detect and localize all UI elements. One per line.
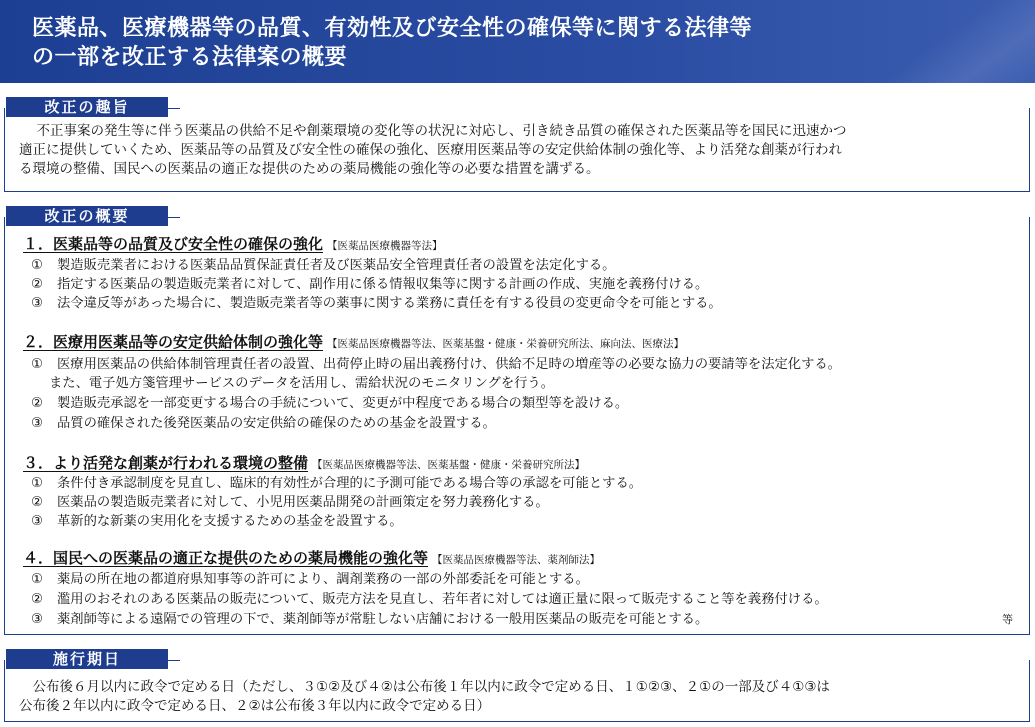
section-4-heading [23, 549, 600, 570]
section-4-item-2: ② 濫用のおそれのある医薬品の販売について、販売方法を見直し、若年者に対しては適正量に限って販売すること等を義務付ける。 [31, 592, 828, 607]
section-1-laws: 【医薬品医療機器等法】 [327, 240, 443, 252]
purpose-label: 改正の趣旨 [6, 97, 168, 117]
section-4-title: ４．国民への医薬品の適正な提供のための薬局機能の強化等 [23, 549, 429, 567]
header-banner [0, 0, 1035, 83]
section-2-item-3: ③ 品質の確保された後発医薬品の安定供給の確保のための基金を設置する。 [31, 416, 496, 431]
section-3-item-2: ② 医薬品の製造販売業者に対して、小児用医薬品開発の計画策定を努力義務化する。 [31, 495, 549, 510]
overview-box [4, 217, 1030, 635]
section-2-item-1: ① 医療用医薬品の供給体制管理責任者の設置、出荷停止時の届出義務付け、供給不足時の増産等の必要な協力の要請等を法定化する。 [31, 357, 841, 372]
page-title-line1: 医薬品、医療機器等の品質、有効性及び安全性の確保等に関する法律等 [32, 16, 753, 41]
section-2-item-2: ② 製造販売承認を一部変更する場合の手続について、変更が中程度である場合の類型等を設ける。 [31, 396, 629, 411]
purpose-line-1: 不正事案の発生等に伴う医薬品の供給不足や創薬環境の変化等の状況に対応し、引き続き品質の確保された医薬品等を国民に迅速かつ [23, 123, 847, 139]
page-title [32, 14, 852, 72]
enforcement-label: 施行期日 [6, 649, 168, 669]
section-3-item-1: ① 条件付き承認制度を見直し、臨床的有効性が合理的に予測可能である場合等の承認を可能とする。 [31, 476, 643, 491]
section-1-item-1: ① 製造販売業者における医薬品品質保証責任者及び医薬品安全管理責任者の設置を法定化する。 [31, 258, 616, 273]
purpose-line-3: る環境の整備、国民への医薬品の適正な提供のための薬局機能の強化等の必要な措置を講ずる。 [19, 161, 600, 177]
section-1-item-3: ③ 法令違反等があった場合に、製造販売業者等の薬事に関する業務に責任を有する役員の変更命令を可能とする。 [31, 296, 722, 311]
purpose-box [4, 108, 1030, 192]
section-2-item-1-continuation: また、電子処方箋管理サービスのデータを活用し、需給状況のモニタリングを行う。 [49, 376, 555, 391]
section-4-laws: 【医薬品医療機器等法、薬剤師法】 [432, 554, 601, 566]
section-1-heading [23, 235, 443, 256]
purpose-line-2: 適正に提供していくため、医薬品等の品質及び安全性の確保の強化、医療用医薬品等の安定供給体制の強化等、より活発な創薬が行われ [19, 142, 842, 158]
section-4-item-1: ① 薬局の所在地の都道府県知事等の許可により、調剤業務の一部の外部委託を可能とする。 [31, 572, 589, 587]
section-3-title: ３．より活発な創薬が行われる環境の整備 [23, 454, 309, 472]
page-title-line2: の一部を改正する法律案の概要 [32, 45, 348, 70]
section-1-item-2: ② 指定する医薬品の製造販売業者に対して、副作用に係る情報収集等に関する計画の作成、実施を義務付ける。 [31, 277, 709, 292]
section-4-item-3: ③ 薬剤師等による遠隔での管理の下で、薬剤師等が常駐しない店舗における一般用医薬品の販売を可能とする。 [31, 612, 709, 627]
enforcement-box [4, 660, 1030, 722]
enforcement-line-2: 公布後２年以内に政令で定める日、２②は公布後３年以内に政令で定める日） [19, 698, 491, 714]
section-2-title: ２．医療用医薬品等の安定供給体制の強化等 [23, 333, 324, 351]
section-3-item-3: ③ 革新的な新薬の実用化を支援するための基金を設置する。 [31, 514, 403, 529]
overview-etc-note: 等 [1002, 613, 1013, 626]
section-2-laws: 【医薬品医療機器等法、医薬基盤・健康・栄養研究所法、麻向法、医療法】 [327, 338, 685, 350]
enforcement-line-1: 公布後６月以内に政令で定める日（ただし、３①②及び４②は公布後１年以内に政令で定める日、１①②③、２①の一部及び４①③は [19, 679, 830, 695]
overview-label: 改正の概要 [6, 206, 168, 226]
section-3-laws: 【医薬品医療機器等法、医薬基盤・健康・栄養研究所法】 [312, 459, 586, 471]
section-1-title: １．医薬品等の品質及び安全性の確保の強化 [23, 235, 324, 253]
section-2-heading [23, 333, 684, 354]
section-3-heading [23, 454, 585, 475]
